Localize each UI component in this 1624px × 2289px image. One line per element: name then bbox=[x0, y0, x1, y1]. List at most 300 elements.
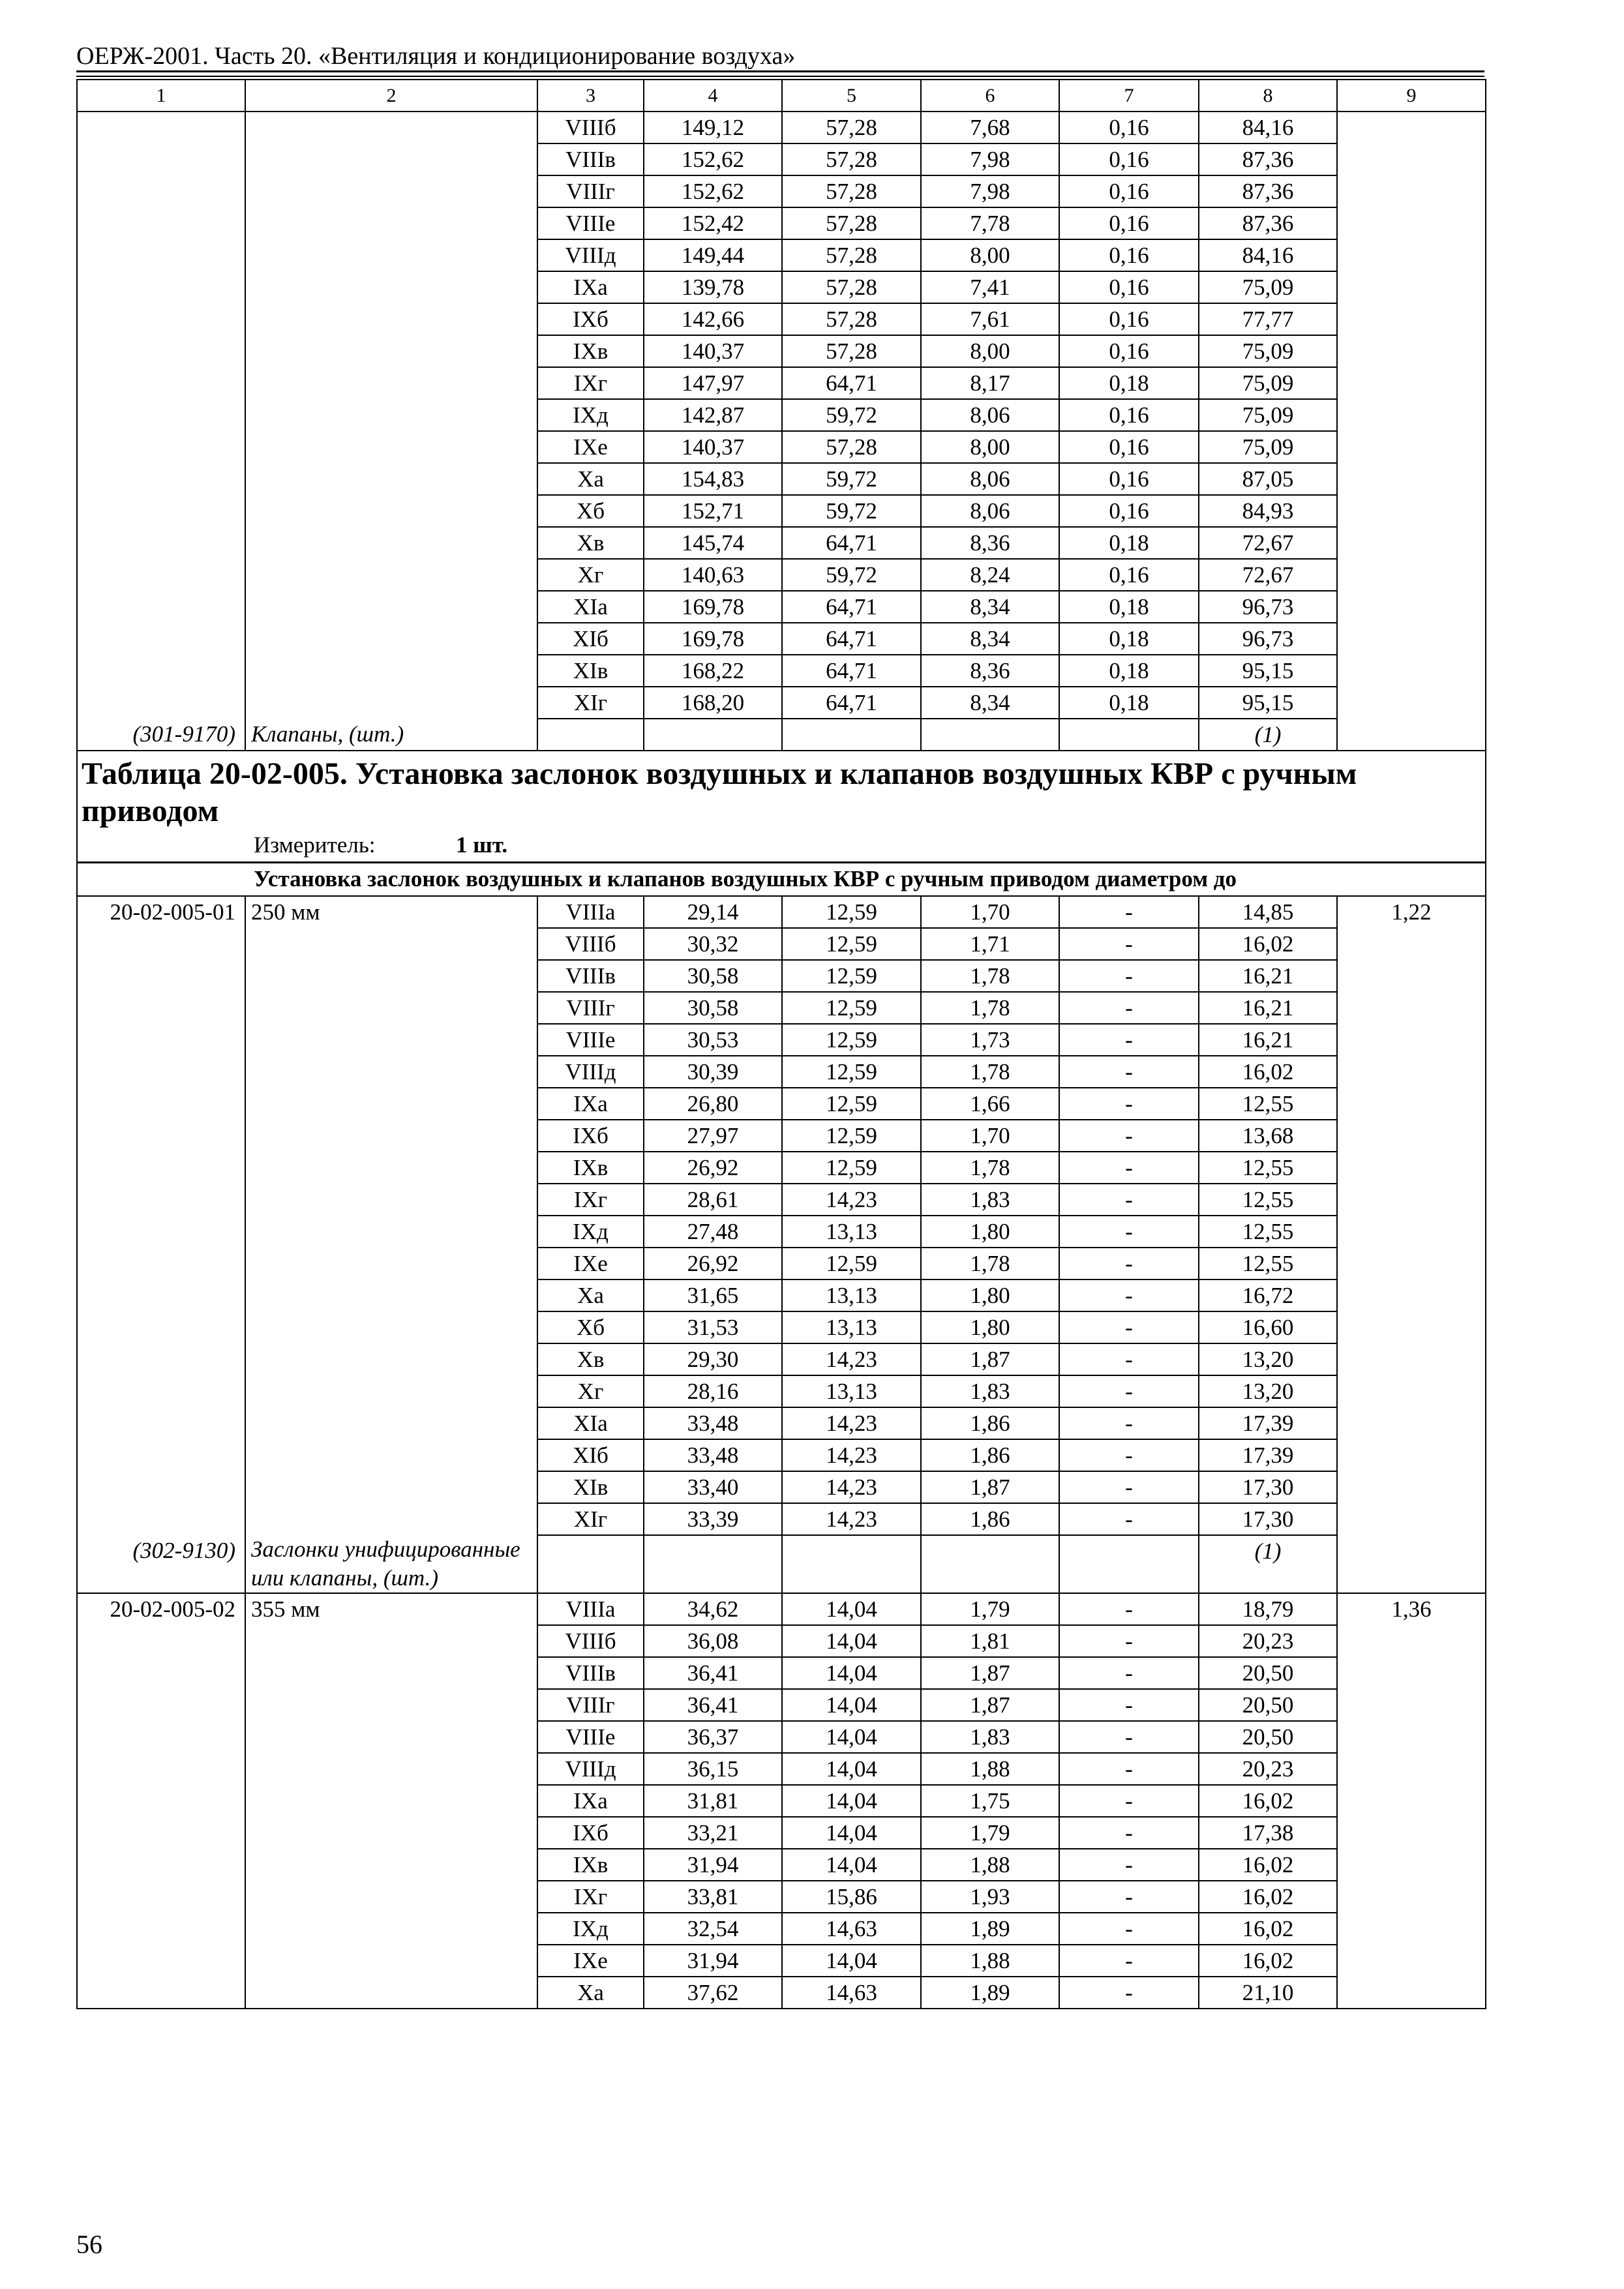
column-number: 8 bbox=[1199, 80, 1337, 112]
name-cell bbox=[245, 1184, 537, 1216]
table-row bbox=[77, 1849, 1486, 1881]
col9-cell: 1,22 bbox=[1337, 896, 1486, 928]
col9-cell bbox=[1337, 1311, 1486, 1343]
name-cell bbox=[245, 1439, 537, 1471]
code-cell bbox=[77, 463, 245, 495]
value-cell: 12,59 bbox=[782, 1056, 921, 1088]
value-cell: 64,71 bbox=[782, 655, 921, 687]
col9-cell bbox=[1337, 1945, 1486, 1977]
value-cell: - bbox=[1059, 1913, 1199, 1945]
value-cell: 33,40 bbox=[644, 1471, 782, 1503]
value-cell: 29,30 bbox=[644, 1343, 782, 1375]
value-cell: 0,18 bbox=[1059, 655, 1199, 687]
table-row bbox=[77, 1721, 1486, 1753]
value-cell: 0,16 bbox=[1059, 463, 1199, 495]
table-row bbox=[77, 143, 1486, 175]
code-cell bbox=[77, 960, 245, 992]
table-row bbox=[77, 1024, 1486, 1056]
value-cell: 1,87 bbox=[921, 1657, 1059, 1689]
value-cell: 149,12 bbox=[644, 112, 782, 143]
value-cell: 1,80 bbox=[921, 1279, 1059, 1311]
zone-cell: XIа bbox=[537, 591, 644, 623]
value-cell: - bbox=[1059, 1152, 1199, 1184]
code-cell bbox=[77, 1881, 245, 1913]
value-cell: 1,89 bbox=[921, 1977, 1059, 2009]
value-cell: 36,15 bbox=[644, 1753, 782, 1785]
value-cell: 14,63 bbox=[782, 1913, 921, 1945]
value-cell: 0,16 bbox=[1059, 175, 1199, 207]
header-rule bbox=[76, 76, 1484, 77]
value-cell: 64,71 bbox=[782, 367, 921, 399]
table-row bbox=[77, 1625, 1486, 1657]
value-cell: 8,06 bbox=[921, 399, 1059, 431]
value-cell: 57,28 bbox=[782, 143, 921, 175]
value-cell: 8,36 bbox=[921, 655, 1059, 687]
table-row bbox=[77, 1753, 1486, 1785]
table-row bbox=[77, 559, 1486, 591]
measure-label: Измеритель: bbox=[254, 832, 376, 858]
zone-cell: VIIIе bbox=[537, 1024, 644, 1056]
table-row bbox=[77, 896, 1486, 928]
zone-cell: IXд bbox=[537, 399, 644, 431]
value-cell: 1,89 bbox=[921, 1913, 1059, 1945]
value-cell: 1,80 bbox=[921, 1216, 1059, 1248]
col9-cell bbox=[1337, 1471, 1486, 1503]
table-row bbox=[77, 1407, 1486, 1439]
material-name: Клапаны, (шт.) bbox=[245, 719, 537, 751]
zone-cell: Xг bbox=[537, 559, 644, 591]
value-cell: 0,16 bbox=[1059, 303, 1199, 335]
zone-cell: Xг bbox=[537, 1375, 644, 1407]
col9-cell bbox=[1337, 1503, 1486, 1535]
col9-cell bbox=[1337, 1625, 1486, 1657]
name-cell bbox=[245, 239, 537, 271]
name-cell bbox=[245, 1753, 537, 1785]
value-cell: 16,21 bbox=[1199, 992, 1337, 1024]
value-cell: 16,21 bbox=[1199, 1024, 1337, 1056]
value-cell: 20,50 bbox=[1199, 1657, 1337, 1689]
value-cell: - bbox=[1059, 928, 1199, 960]
col9-cell bbox=[1337, 527, 1486, 559]
value-cell: 12,59 bbox=[782, 1120, 921, 1152]
value-cell: 84,16 bbox=[1199, 239, 1337, 271]
value-cell: 152,62 bbox=[644, 143, 782, 175]
col9-cell bbox=[1337, 1913, 1486, 1945]
code-cell bbox=[77, 1120, 245, 1152]
value-cell: 26,80 bbox=[644, 1088, 782, 1120]
value-cell: 7,61 bbox=[921, 303, 1059, 335]
zone-cell: IXа bbox=[537, 271, 644, 303]
name-cell bbox=[245, 527, 537, 559]
code-cell bbox=[77, 1439, 245, 1471]
value-cell: 147,97 bbox=[644, 367, 782, 399]
value-cell: 0,16 bbox=[1059, 207, 1199, 239]
code-cell bbox=[77, 1311, 245, 1343]
code-cell bbox=[77, 1503, 245, 1535]
code-cell bbox=[77, 143, 245, 175]
value-cell: 12,59 bbox=[782, 896, 921, 928]
zone-cell: IXб bbox=[537, 1817, 644, 1849]
code-cell bbox=[77, 1216, 245, 1248]
code-cell bbox=[77, 335, 245, 367]
value-cell: - bbox=[1059, 1216, 1199, 1248]
empty-cell bbox=[921, 719, 1059, 751]
value-cell: 57,28 bbox=[782, 175, 921, 207]
value-cell: 1,81 bbox=[921, 1625, 1059, 1657]
value-cell: 142,66 bbox=[644, 303, 782, 335]
empty-cell bbox=[1059, 1535, 1199, 1593]
value-cell: 57,28 bbox=[782, 112, 921, 143]
value-cell: - bbox=[1059, 992, 1199, 1024]
zone-cell: VIIIд bbox=[537, 1056, 644, 1088]
code-cell bbox=[77, 1753, 245, 1785]
zone-cell: VIIIа bbox=[537, 1593, 644, 1625]
value-cell: 1,87 bbox=[921, 1471, 1059, 1503]
value-cell: 140,37 bbox=[644, 335, 782, 367]
value-cell: 1,79 bbox=[921, 1817, 1059, 1849]
name-cell bbox=[245, 1913, 537, 1945]
name-cell bbox=[245, 1977, 537, 2009]
zone-cell: VIIIб bbox=[537, 928, 644, 960]
value-cell: 140,37 bbox=[644, 431, 782, 463]
table-row bbox=[77, 112, 1486, 143]
col9-cell bbox=[1337, 1753, 1486, 1785]
empty-cell bbox=[1337, 1535, 1486, 1593]
column-number: 7 bbox=[1059, 80, 1199, 112]
col9-cell bbox=[1337, 1343, 1486, 1375]
name-cell bbox=[245, 143, 537, 175]
material-code: (301-9170) bbox=[77, 719, 245, 751]
value-cell: 14,04 bbox=[782, 1625, 921, 1657]
col9-cell bbox=[1337, 1024, 1486, 1056]
code-cell bbox=[77, 1407, 245, 1439]
value-cell: 1,79 bbox=[921, 1593, 1059, 1625]
col9-cell bbox=[1337, 399, 1486, 431]
value-cell: 1,86 bbox=[921, 1439, 1059, 1471]
value-cell: 16,02 bbox=[1199, 1881, 1337, 1913]
value-cell: 152,71 bbox=[644, 495, 782, 527]
code-cell bbox=[77, 1056, 245, 1088]
code-cell bbox=[77, 559, 245, 591]
value-cell: - bbox=[1059, 896, 1199, 928]
zone-cell: XIв bbox=[537, 1471, 644, 1503]
name-cell bbox=[245, 1375, 537, 1407]
value-cell: 1,78 bbox=[921, 1152, 1059, 1184]
value-cell: 16,02 bbox=[1199, 1849, 1337, 1881]
column-number: 2 bbox=[245, 80, 537, 112]
name-cell bbox=[245, 1625, 537, 1657]
value-cell: 12,59 bbox=[782, 1024, 921, 1056]
table-row bbox=[77, 1152, 1486, 1184]
value-cell: 13,13 bbox=[782, 1375, 921, 1407]
column-number: 9 bbox=[1337, 80, 1486, 112]
table-row bbox=[77, 1657, 1486, 1689]
value-cell: 26,92 bbox=[644, 1248, 782, 1279]
col9-cell bbox=[1337, 271, 1486, 303]
table-row bbox=[77, 655, 1486, 687]
value-cell: 16,72 bbox=[1199, 1279, 1337, 1311]
col9-cell bbox=[1337, 1977, 1486, 2009]
table-row bbox=[77, 271, 1486, 303]
value-cell: 0,16 bbox=[1059, 399, 1199, 431]
value-cell: 20,50 bbox=[1199, 1689, 1337, 1721]
value-cell: 0,16 bbox=[1059, 271, 1199, 303]
value-cell: 1,70 bbox=[921, 896, 1059, 928]
col9-cell bbox=[1337, 207, 1486, 239]
col9-cell bbox=[1337, 1849, 1486, 1881]
name-cell bbox=[245, 367, 537, 399]
zone-cell: VIIIб bbox=[537, 112, 644, 143]
code-cell bbox=[77, 303, 245, 335]
name-cell bbox=[245, 687, 537, 719]
empty-cell bbox=[537, 719, 644, 751]
name-cell bbox=[245, 1689, 537, 1721]
value-cell: 14,23 bbox=[782, 1343, 921, 1375]
column-number: 6 bbox=[921, 80, 1059, 112]
value-cell: 12,59 bbox=[782, 928, 921, 960]
value-cell: 0,18 bbox=[1059, 527, 1199, 559]
name-cell bbox=[245, 335, 537, 367]
value-cell: 30,58 bbox=[644, 960, 782, 992]
zone-cell: XIб bbox=[537, 1439, 644, 1471]
empty-cell bbox=[782, 719, 921, 751]
zone-cell: IXе bbox=[537, 1945, 644, 1977]
page-number: 56 bbox=[76, 2230, 102, 2259]
value-cell: 30,32 bbox=[644, 928, 782, 960]
value-cell: 12,55 bbox=[1199, 1248, 1337, 1279]
value-cell: 57,28 bbox=[782, 207, 921, 239]
table-row bbox=[77, 1343, 1486, 1375]
name-cell bbox=[245, 1279, 537, 1311]
name-cell bbox=[245, 1849, 537, 1881]
value-cell: 36,37 bbox=[644, 1721, 782, 1753]
value-cell: - bbox=[1059, 1593, 1199, 1625]
name-cell bbox=[245, 1785, 537, 1817]
code-cell bbox=[77, 1689, 245, 1721]
code-cell: 20-02-005-01 bbox=[77, 896, 245, 928]
table-row bbox=[77, 1311, 1486, 1343]
code-cell bbox=[77, 367, 245, 399]
value-cell: - bbox=[1059, 1024, 1199, 1056]
value-cell: 17,39 bbox=[1199, 1439, 1337, 1471]
value-cell: 59,72 bbox=[782, 463, 921, 495]
zone-cell: VIIIд bbox=[537, 239, 644, 271]
value-cell: 139,78 bbox=[644, 271, 782, 303]
name-cell bbox=[245, 928, 537, 960]
col9-cell bbox=[1337, 143, 1486, 175]
value-cell: - bbox=[1059, 1657, 1199, 1689]
table-row bbox=[77, 1881, 1486, 1913]
zone-cell: VIIIе bbox=[537, 207, 644, 239]
name-cell bbox=[245, 1657, 537, 1689]
value-cell: 33,48 bbox=[644, 1407, 782, 1439]
code-cell bbox=[77, 1945, 245, 1977]
zone-cell: XIв bbox=[537, 655, 644, 687]
value-cell: 95,15 bbox=[1199, 655, 1337, 687]
col9-cell bbox=[1337, 1088, 1486, 1120]
empty-cell bbox=[1059, 719, 1199, 751]
zone-cell: IXв bbox=[537, 335, 644, 367]
value-cell: 64,71 bbox=[782, 687, 921, 719]
value-cell: 7,98 bbox=[921, 143, 1059, 175]
value-cell: 13,68 bbox=[1199, 1120, 1337, 1152]
value-cell: 0,18 bbox=[1059, 687, 1199, 719]
value-cell: 36,41 bbox=[644, 1689, 782, 1721]
value-cell: - bbox=[1059, 1945, 1199, 1977]
value-cell: 75,09 bbox=[1199, 431, 1337, 463]
value-cell: 8,00 bbox=[921, 335, 1059, 367]
value-cell: 57,28 bbox=[782, 271, 921, 303]
value-cell: 17,38 bbox=[1199, 1817, 1337, 1849]
col9-cell bbox=[1337, 655, 1486, 687]
value-cell: 8,34 bbox=[921, 591, 1059, 623]
value-cell: 154,83 bbox=[644, 463, 782, 495]
code-cell bbox=[77, 928, 245, 960]
value-cell: 31,81 bbox=[644, 1785, 782, 1817]
name-cell bbox=[245, 992, 537, 1024]
value-cell: 26,92 bbox=[644, 1152, 782, 1184]
col9-cell bbox=[1337, 112, 1486, 143]
value-cell: - bbox=[1059, 960, 1199, 992]
value-cell: - bbox=[1059, 1471, 1199, 1503]
code-cell bbox=[77, 655, 245, 687]
code-cell bbox=[77, 431, 245, 463]
name-cell bbox=[245, 1056, 537, 1088]
value-cell: - bbox=[1059, 1625, 1199, 1657]
code-cell: 20-02-005-02 bbox=[77, 1593, 245, 1625]
value-cell: 13,20 bbox=[1199, 1343, 1337, 1375]
table-row bbox=[77, 1503, 1486, 1535]
col9-cell bbox=[1337, 928, 1486, 960]
value-cell: 168,20 bbox=[644, 687, 782, 719]
subheading-row bbox=[77, 862, 1486, 896]
value-cell: 145,74 bbox=[644, 527, 782, 559]
zone-cell: IXб bbox=[537, 303, 644, 335]
code-cell bbox=[77, 1343, 245, 1375]
code-cell bbox=[77, 1849, 245, 1881]
code-cell bbox=[77, 1024, 245, 1056]
table-row bbox=[77, 1248, 1486, 1279]
zone-cell: IXд bbox=[537, 1913, 644, 1945]
value-cell: 20,50 bbox=[1199, 1721, 1337, 1753]
zone-cell: XIг bbox=[537, 687, 644, 719]
col9-cell bbox=[1337, 1248, 1486, 1279]
name-cell bbox=[245, 495, 537, 527]
value-cell: 168,22 bbox=[644, 655, 782, 687]
value-cell: 1,70 bbox=[921, 1120, 1059, 1152]
zone-cell: Xб bbox=[537, 1311, 644, 1343]
col9-cell bbox=[1337, 1439, 1486, 1471]
col9-cell bbox=[1337, 960, 1486, 992]
value-cell: 1,66 bbox=[921, 1088, 1059, 1120]
code-cell bbox=[77, 1184, 245, 1216]
table-row bbox=[77, 591, 1486, 623]
name-cell bbox=[245, 463, 537, 495]
name-cell bbox=[245, 1945, 537, 1977]
value-cell: 13,13 bbox=[782, 1216, 921, 1248]
col9-cell bbox=[1337, 1881, 1486, 1913]
code-cell bbox=[77, 1152, 245, 1184]
name-cell bbox=[245, 1817, 537, 1849]
col9-cell bbox=[1337, 175, 1486, 207]
name-cell bbox=[245, 175, 537, 207]
value-cell: 8,36 bbox=[921, 527, 1059, 559]
table-title: Таблица 20-02-005. Установка заслонок воздушных и клапанов воздушных КВР с ручным приводом bbox=[77, 751, 1486, 830]
material-qty: (1) bbox=[1199, 719, 1337, 751]
table-row bbox=[77, 1913, 1486, 1945]
value-cell: - bbox=[1059, 1375, 1199, 1407]
code-cell bbox=[77, 687, 245, 719]
value-cell: 169,78 bbox=[644, 591, 782, 623]
value-cell: 36,08 bbox=[644, 1625, 782, 1657]
zone-cell: IXе bbox=[537, 431, 644, 463]
header-rule bbox=[76, 70, 1484, 72]
zone-cell: VIIIд bbox=[537, 1753, 644, 1785]
value-cell: 87,36 bbox=[1199, 143, 1337, 175]
zone-cell: Xа bbox=[537, 1279, 644, 1311]
col9-cell bbox=[1337, 687, 1486, 719]
value-cell: 87,05 bbox=[1199, 463, 1337, 495]
value-cell: 1,78 bbox=[921, 960, 1059, 992]
value-cell: 36,41 bbox=[644, 1657, 782, 1689]
value-cell: 34,62 bbox=[644, 1593, 782, 1625]
zone-cell: IXа bbox=[537, 1088, 644, 1120]
col9-cell: 1,36 bbox=[1337, 1593, 1486, 1625]
code-cell bbox=[77, 623, 245, 655]
table-row bbox=[77, 175, 1486, 207]
col9-cell bbox=[1337, 591, 1486, 623]
table-subheading: Установка заслонок воздушных и клапанов воздушных КВР с ручным приводом диаметром до bbox=[77, 862, 1486, 896]
zone-cell: IXв bbox=[537, 1849, 644, 1881]
table-row bbox=[77, 1977, 1486, 2009]
value-cell: 96,73 bbox=[1199, 623, 1337, 655]
value-cell: - bbox=[1059, 1977, 1199, 2009]
value-cell: 59,72 bbox=[782, 399, 921, 431]
name-cell bbox=[245, 1248, 537, 1279]
value-cell: - bbox=[1059, 1689, 1199, 1721]
value-cell: 142,87 bbox=[644, 399, 782, 431]
value-cell: 0,18 bbox=[1059, 367, 1199, 399]
value-cell: 12,59 bbox=[782, 1152, 921, 1184]
value-cell: 77,77 bbox=[1199, 303, 1337, 335]
value-cell: 57,28 bbox=[782, 335, 921, 367]
value-cell: 75,09 bbox=[1199, 367, 1337, 399]
column-number: 5 bbox=[782, 80, 921, 112]
value-cell: 84,16 bbox=[1199, 112, 1337, 143]
value-cell: 14,23 bbox=[782, 1407, 921, 1439]
value-cell: 16,02 bbox=[1199, 1785, 1337, 1817]
col9-cell bbox=[1337, 463, 1486, 495]
table-row bbox=[77, 527, 1486, 559]
col9-cell bbox=[1337, 1279, 1486, 1311]
code-cell bbox=[77, 1785, 245, 1817]
value-cell: 12,55 bbox=[1199, 1152, 1337, 1184]
name-cell: 250 мм bbox=[245, 896, 537, 928]
value-cell: 57,28 bbox=[782, 303, 921, 335]
code-cell bbox=[77, 1088, 245, 1120]
value-cell: 0,16 bbox=[1059, 335, 1199, 367]
value-cell: 8,00 bbox=[921, 431, 1059, 463]
value-cell: 152,42 bbox=[644, 207, 782, 239]
value-cell: 140,63 bbox=[644, 559, 782, 591]
table-row bbox=[77, 1056, 1486, 1088]
code-cell bbox=[77, 1471, 245, 1503]
table-row bbox=[77, 303, 1486, 335]
empty-cell bbox=[1337, 719, 1486, 751]
name-cell bbox=[245, 1311, 537, 1343]
value-cell: - bbox=[1059, 1056, 1199, 1088]
value-cell: 27,48 bbox=[644, 1216, 782, 1248]
